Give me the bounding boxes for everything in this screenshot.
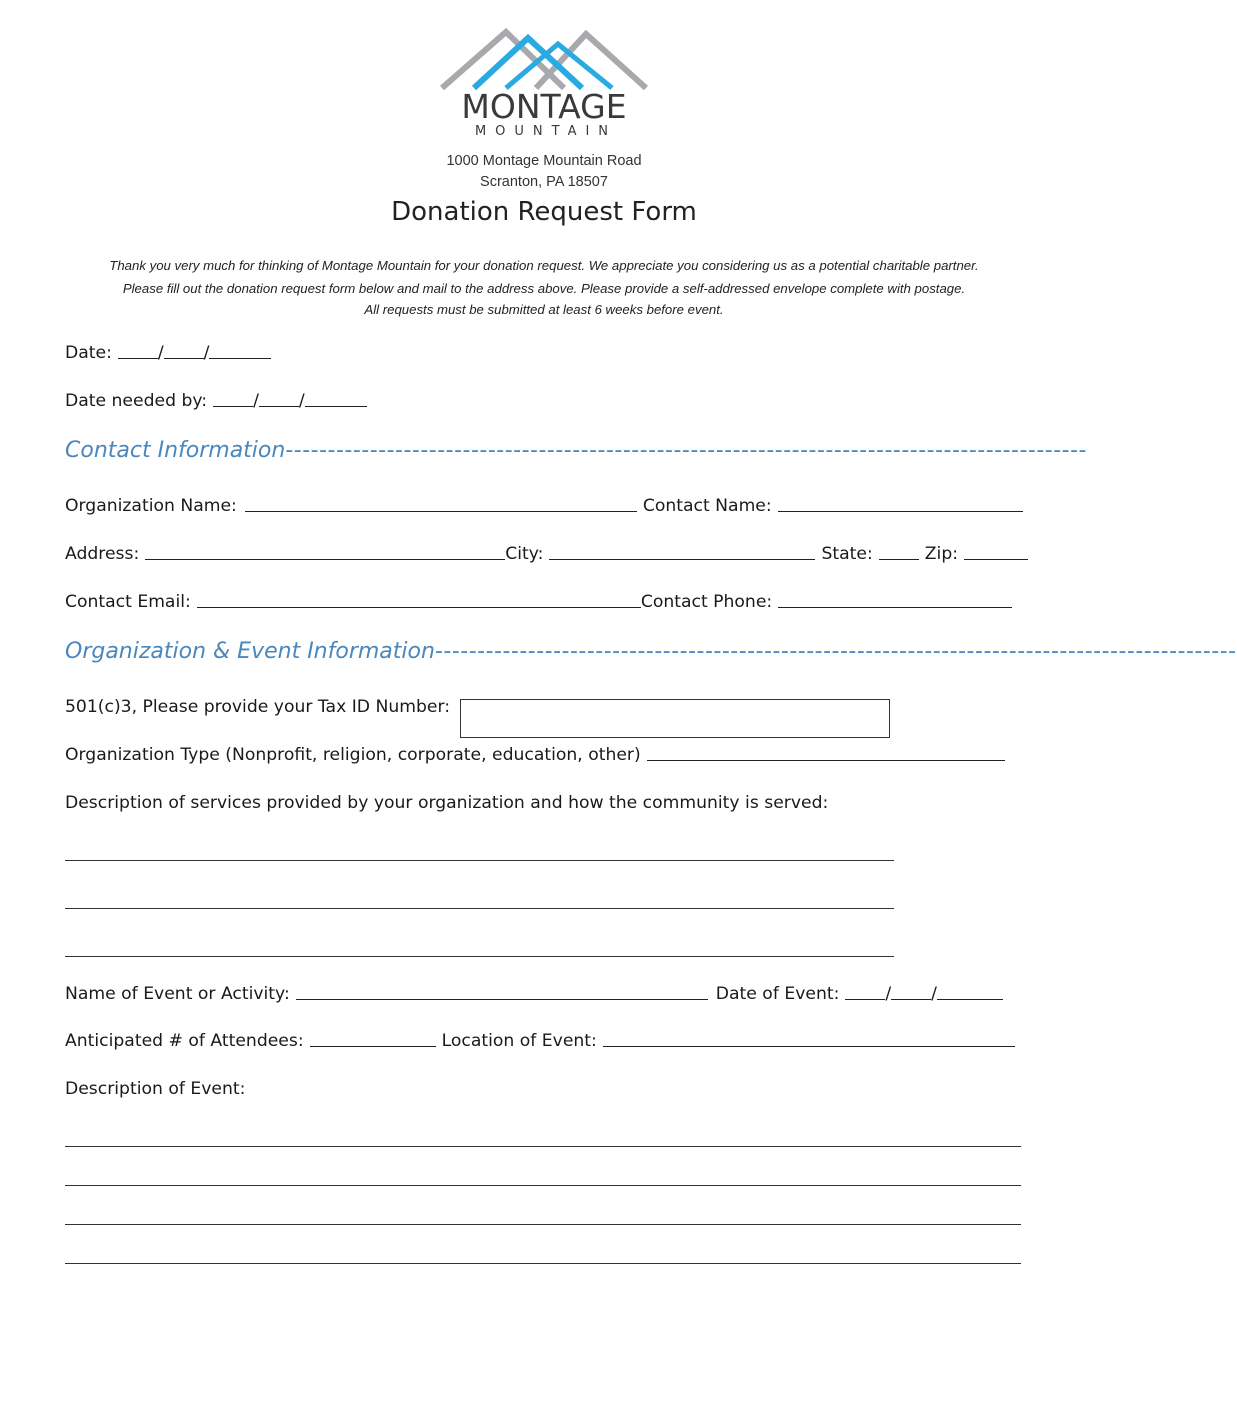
event-name-field[interactable] (296, 998, 708, 1000)
logo-wordmark-bottom: MOUNTAIN (474, 124, 618, 139)
email-field[interactable] (197, 606, 641, 608)
tax-id-input[interactable] (460, 699, 890, 738)
event-name-label: Name of Event or Activity: (65, 984, 290, 1004)
city-field[interactable] (549, 558, 815, 560)
org-type-row (65, 745, 1005, 765)
logo-wordmark-top: MONTAGE (461, 87, 627, 126)
intro-line-2: Please fill out the donation request form below and mail to the address above. Please provide a self-addressed envelope complete with postage. (122, 281, 966, 296)
date-year-field[interactable] (209, 357, 271, 359)
tax-id-label: 501(c)3, Please provide your Tax ID Number: (65, 697, 451, 717)
section-dashes: ----------------------------------------------------------------------------------------------- (434, 639, 1237, 664)
org-name-field[interactable] (245, 510, 637, 512)
zip-field[interactable] (964, 558, 1028, 560)
event-desc-label: Description of Event: (65, 1079, 246, 1099)
intro-line-1: Thank you very much for thinking of Montage Mountain for your donation request. We appreciate you considering us as a potential charitable partner. (109, 258, 979, 273)
services-line-1[interactable] (65, 860, 894, 861)
attendees-label: Anticipated # of Attendees: (65, 1031, 304, 1051)
state-field[interactable] (879, 558, 919, 560)
location-field[interactable] (603, 1045, 1015, 1047)
event-date-month-field[interactable] (845, 998, 885, 1000)
zip-label: Zip: (924, 544, 959, 564)
event-desc-line-1[interactable] (65, 1146, 1021, 1147)
page-title: Donation Request Form (391, 197, 697, 227)
services-line-3[interactable] (65, 956, 894, 957)
contact-name-field[interactable] (778, 510, 1023, 512)
date-needed-row (65, 391, 367, 411)
org-contact-row (65, 496, 1023, 516)
event-desc-line-3[interactable] (65, 1224, 1021, 1225)
event-desc-row (65, 1079, 245, 1099)
section-heading-contact (65, 438, 1087, 468)
city-label: City: (505, 544, 544, 564)
email-label: Contact Email: (65, 592, 191, 612)
event-date-label: Date of Event: (715, 984, 840, 1004)
org-type-field[interactable] (647, 759, 1005, 761)
section-dashes: ----------------------------------------------------------------------------------------------- (285, 438, 1087, 463)
section-event-title: Organization & Event Information (65, 639, 435, 664)
date-sep: / (157, 343, 164, 363)
phone-label: Contact Phone: (640, 592, 773, 612)
section-contact-title: Contact Information (65, 438, 286, 463)
date-sep: / (885, 984, 892, 1004)
address-row (65, 544, 1028, 564)
address-line-1: 1000 Montage Mountain Road (446, 153, 642, 169)
phone-field[interactable] (778, 606, 1012, 608)
services-row (65, 793, 828, 813)
date-row (65, 343, 271, 363)
email-phone-row (65, 592, 1012, 612)
montage-mountain-logo (436, 28, 652, 140)
attendees-location-row (65, 1031, 1015, 1051)
event-date-year-field[interactable] (937, 998, 1003, 1000)
date-label: Date: (65, 343, 112, 363)
event-date-day-field[interactable] (891, 998, 931, 1000)
date-sep: / (931, 984, 937, 1004)
tax-id-row (65, 697, 450, 717)
date-sep: / (203, 343, 210, 363)
attendees-field[interactable] (310, 1045, 436, 1047)
date-day-field[interactable] (164, 357, 204, 359)
date-needed-day-field[interactable] (259, 405, 299, 407)
contact-name-label: Contact Name: (642, 496, 772, 516)
date-needed-month-field[interactable] (213, 405, 253, 407)
date-month-field[interactable] (118, 357, 158, 359)
services-line-2[interactable] (65, 908, 894, 909)
date-sep: / (298, 391, 305, 411)
location-label: Location of Event: (441, 1031, 597, 1051)
state-label: State: (821, 544, 873, 564)
event-name-row (65, 984, 1003, 1004)
address-label: Address: (65, 544, 140, 564)
section-heading-event (65, 639, 1237, 669)
org-name-label: Organization Name: (65, 496, 237, 516)
date-sep: / (253, 391, 259, 411)
date-needed-label: Date needed by: (65, 391, 208, 411)
address-field[interactable] (145, 558, 505, 560)
event-desc-line-4[interactable] (65, 1263, 1021, 1264)
date-needed-year-field[interactable] (305, 405, 367, 407)
org-type-label: Organization Type (Nonprofit, religion, corporate, education, other) (65, 745, 641, 765)
services-label: Description of services provided by your organization and how the community is served: (65, 793, 829, 813)
event-desc-line-2[interactable] (65, 1185, 1021, 1186)
address-line-2: Scranton, PA 18507 (480, 174, 608, 190)
intro-line-3: All requests must be submitted at least 6 weeks before event. (364, 302, 724, 317)
